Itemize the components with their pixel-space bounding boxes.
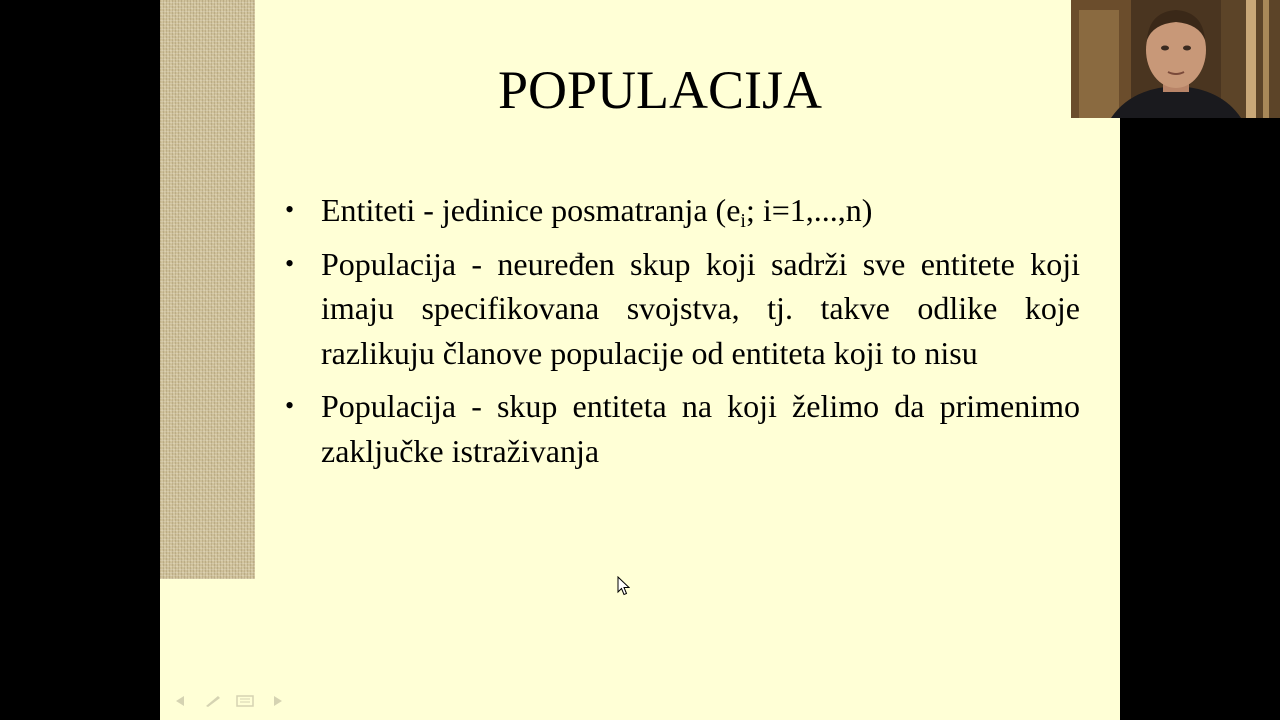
bullet-text <box>321 192 873 232</box>
bullet-text-part: Entiteti - jedinice posmatranja (e <box>321 192 741 228</box>
bullet-list <box>285 188 1080 473</box>
slideshow-controls <box>170 694 288 710</box>
previous-slide-icon[interactable] <box>170 694 192 708</box>
bullet-icon: • <box>285 248 295 278</box>
bullet-item-entiteti <box>285 188 1080 233</box>
slide-menu-icon[interactable] <box>234 694 256 708</box>
next-slide-icon[interactable] <box>266 694 288 708</box>
bullet-icon: • <box>285 195 295 224</box>
webcam-overlay <box>1071 0 1280 118</box>
bullet-text: Populacija - neuređen skup koji sadrži sve entitete koji imaju specifikovana svojstva, tj. takve odlike koje razlikuju članove populacije od entiteta koji to nisu <box>321 245 1080 371</box>
slide-title: POPULACIJA <box>497 60 823 120</box>
decorative-texture-strip <box>160 0 255 579</box>
bullet-text: Populacija - skup entiteta na koji želimo da primenimo zaključke istraživanja <box>321 388 1080 469</box>
presentation-slide <box>160 0 1120 720</box>
pen-icon[interactable] <box>202 694 224 708</box>
presenter-video-icon <box>1071 0 1280 118</box>
bullet-item-populacija-definition <box>285 242 1080 376</box>
bullet-text-part: ; i=1,...,n) <box>745 192 873 228</box>
bullet-item-populacija-conclusions <box>285 384 1080 473</box>
subscript: i <box>740 210 746 232</box>
bullet-icon: • <box>285 391 295 420</box>
mouse-cursor-icon <box>617 576 630 596</box>
